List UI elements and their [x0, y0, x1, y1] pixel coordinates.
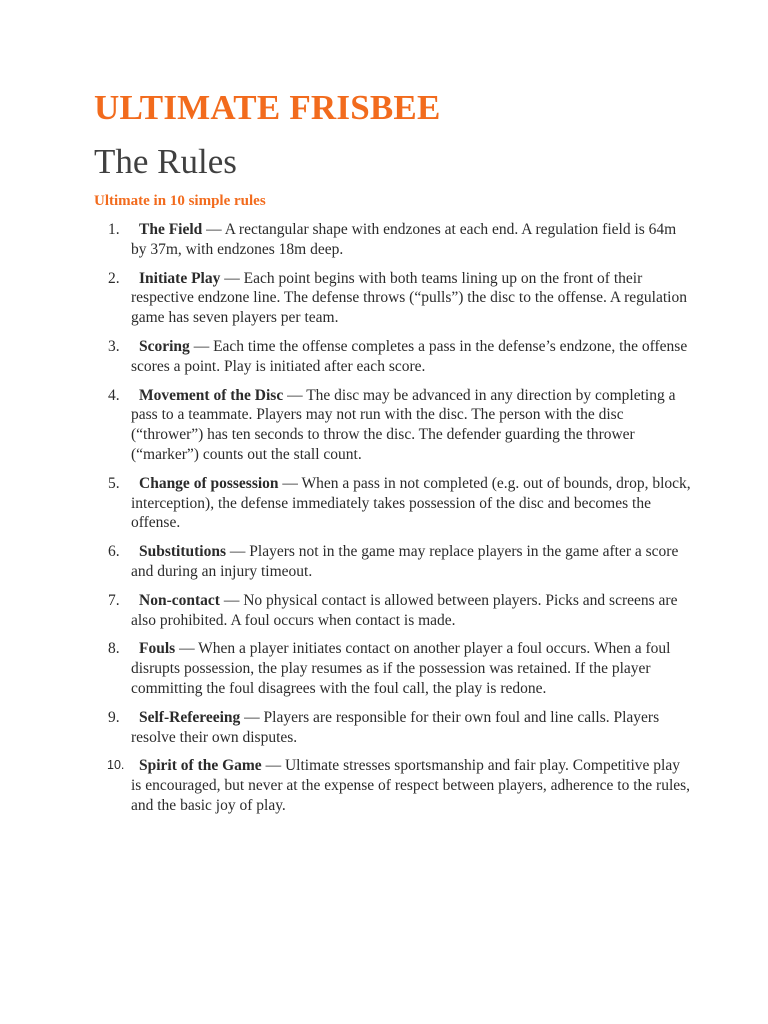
rule-item-4	[0, 386, 691, 465]
rule-number: 1.	[108, 221, 120, 238]
rule-number: 5.	[108, 474, 120, 492]
rule-dash: —	[226, 543, 250, 561]
rule-number: 9.	[108, 708, 120, 726]
rule-dash: —	[202, 221, 225, 238]
rule-name: Movement of the Disc	[139, 386, 284, 404]
rule-name: The Field	[139, 221, 203, 238]
rule-dash: —	[261, 757, 285, 775]
rule-text: The disc may be advanced in any direction by completing a pass to a teammate. Players may not run with the disc. The person with the disc (“thrower”) has ten seconds to throw the disc. The defender guarding the thrower (“marker”) counts out the stall count.	[131, 386, 676, 463]
rule-number: 7.	[108, 591, 120, 609]
rule-dash: —	[189, 337, 214, 355]
rule-number: 4.	[108, 386, 120, 404]
rule-dash: —	[283, 386, 307, 404]
rule-text: When a pass in not completed (e.g. out of bounds, drop, block, interception), the defense immediately takes possession of the disc and becomes the offense.	[131, 474, 691, 532]
rule-number: 3.	[108, 337, 120, 355]
rule-text: Each time the offense completes a pass in the defense’s endzone, the offense scores a point. Play is initiated after each score.	[131, 337, 688, 375]
document-title: ULTIMATE FRISBEE	[94, 88, 441, 127]
rule-text: Players are responsible for their own foul and line calls. Players resolve their own disputes.	[131, 708, 660, 746]
rule-name: Self-Refereeing	[139, 708, 241, 726]
rules-list	[0, 220, 768, 825]
rule-text: When a player initiates contact on another player a foul occurs. When a foul disrupts possession, the play resumes as if the possession was retained. If the player committing the foul disagrees with the foul call, the play is redone.	[131, 640, 671, 697]
rule-item-3	[0, 337, 691, 377]
rule-item-2	[0, 269, 691, 328]
rule-number: 10.	[107, 758, 125, 773]
rules-heading: Ultimate in 10 simple rules	[94, 193, 266, 209]
document-subtitle: The Rules	[94, 142, 237, 181]
rule-name: Change of possession	[139, 474, 279, 492]
rule-name: Spirit of the Game	[139, 757, 262, 775]
rule-item-9	[0, 708, 691, 748]
rule-item-8	[0, 639, 691, 698]
rule-item-10	[0, 756, 691, 815]
rule-dash: —	[175, 640, 199, 658]
rule-text: Players not in the game may replace players in the game after a score and during an injury timeout.	[131, 543, 679, 580]
rule-number: 2.	[108, 269, 120, 287]
rule-dash: —	[220, 269, 244, 287]
rule-item-1	[0, 220, 691, 260]
rule-item-5	[0, 474, 691, 533]
rule-item-7	[0, 591, 691, 631]
rule-dash: —	[278, 474, 302, 492]
rule-text: Each point begins with both teams lining up on the front of their respective endzone line. The defense throws (“pulls”) the disc to the offense. A regulation game has seven players per team.	[131, 269, 687, 327]
rule-number: 8.	[108, 640, 120, 658]
rule-dash: —	[240, 708, 264, 726]
rule-dash: —	[219, 591, 244, 609]
rule-name: Fouls	[139, 640, 176, 658]
rule-name: Scoring	[139, 337, 190, 355]
rule-text: A rectangular shape with endzones at each end. A regulation field is 64m by 37m, with endzones 18m deep.	[131, 221, 677, 258]
rule-name: Non-contact	[139, 591, 220, 609]
rule-number: 6.	[108, 543, 120, 561]
rule-name: Initiate Play	[139, 269, 221, 287]
rule-text: No physical contact is allowed between players. Picks and screens are also prohibited. A foul occurs when contact is made.	[131, 591, 678, 629]
rule-name: Substitutions	[139, 543, 227, 561]
rule-text: Ultimate stresses sportsmanship and fair play. Competitive play is encouraged, but never at the expense of respect between players, adherence to the rules, and the basic joy of play.	[131, 757, 691, 814]
rule-item-6	[0, 542, 691, 582]
